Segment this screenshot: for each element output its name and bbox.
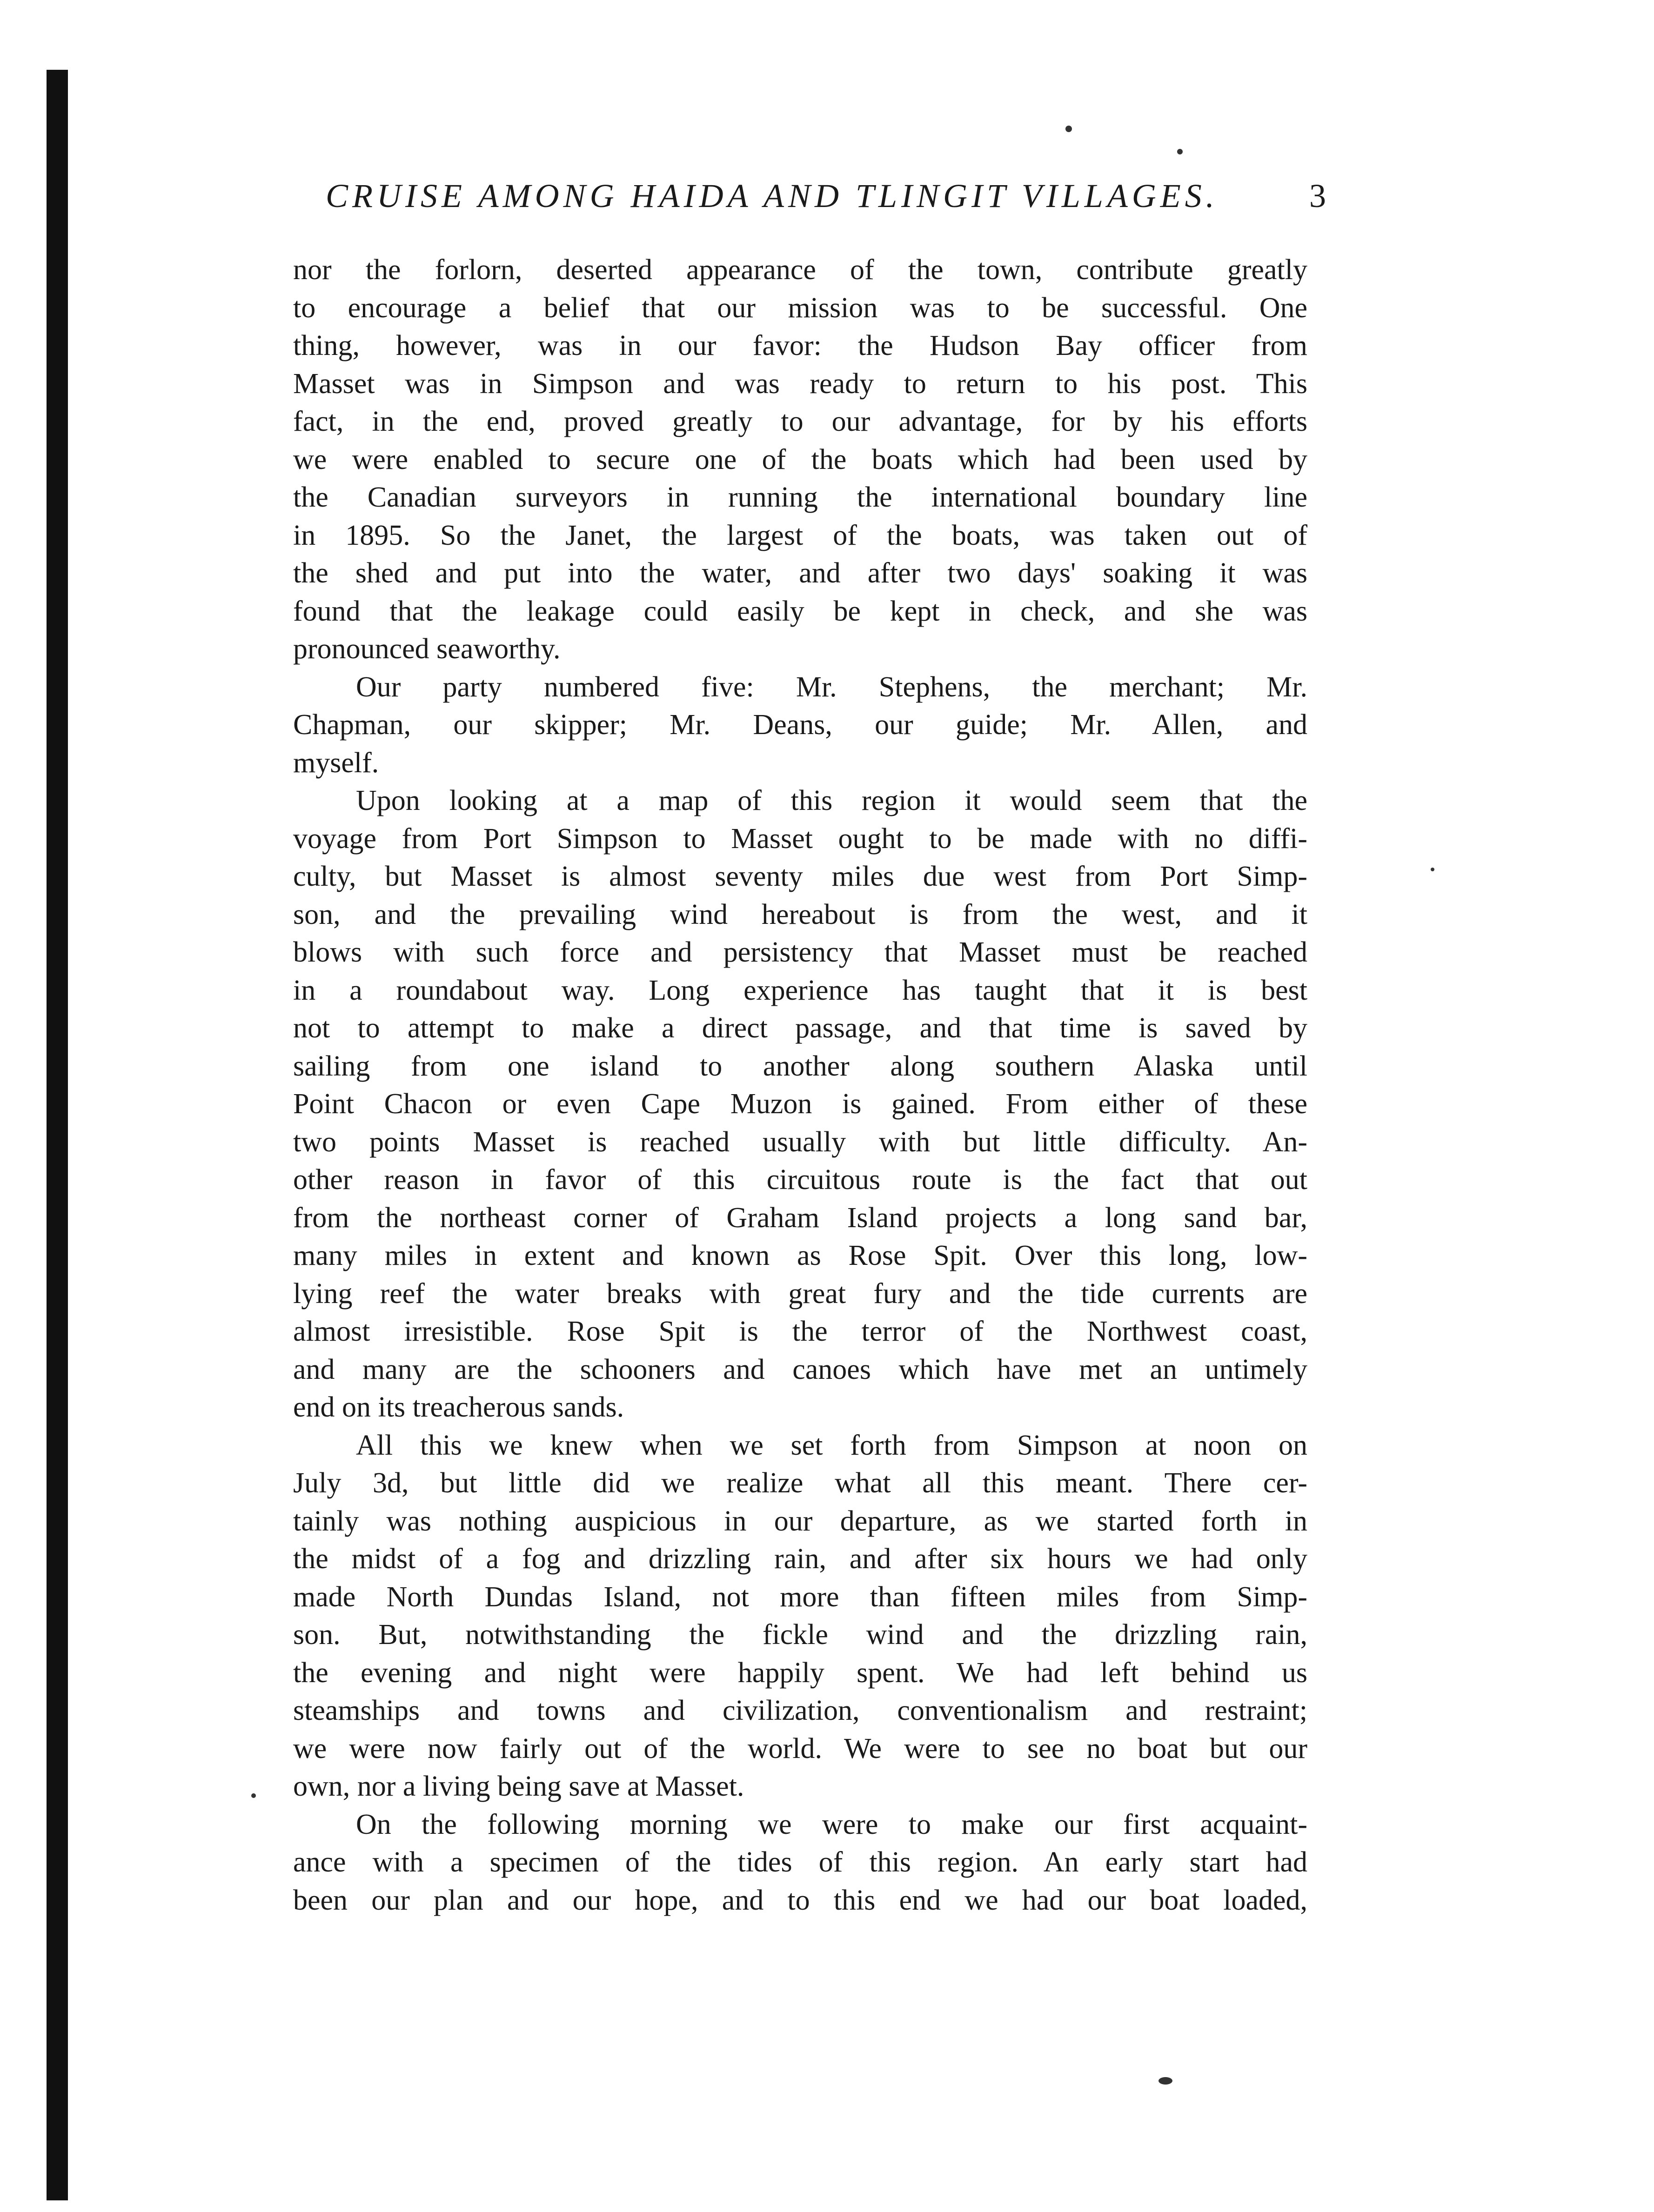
scan-speck [1431, 868, 1434, 871]
paragraph-start: Our party numbered five: Mr. Stephens, the merchant; Mr. [356, 671, 1307, 703]
text-line: been our plan and our hope, and to this end we had our boat loaded, [293, 1884, 1307, 1916]
scan-speck [1065, 126, 1072, 132]
text-line: found that the leakage could easily be kept in check, and she was [293, 595, 1307, 627]
text-line: the midst of a fog and drizzling rain, and after six hours we had only [293, 1543, 1307, 1575]
scan-speck [1158, 2077, 1172, 2085]
text-line: July 3d, but little did we realize what all this meant. There cer- [293, 1467, 1307, 1499]
text-line: culty, but Masset is almost seventy miles due west from Port Simp- [293, 861, 1307, 892]
scan-speck [251, 1793, 256, 1798]
text-line: pronounced seaworthy. [293, 633, 561, 665]
page-header [326, 177, 1326, 228]
text-line: to encourage a belief that our mission was to be successful. One [293, 292, 1307, 324]
text-line: the shed and put into the water, and after two days' soaking it was [293, 557, 1307, 589]
text-line: Chapman, our skipper; Mr. Deans, our guide; Mr. Allen, and [293, 709, 1307, 741]
text-line: the Canadian surveyors in running the international boundary line [293, 481, 1307, 513]
text-line: the evening and night were happily spent. We had left behind us [293, 1657, 1307, 1689]
text-line: ance with a specimen of the tides of this region. An early start had [293, 1846, 1307, 1878]
page-number: 3 [1309, 177, 1326, 214]
text-line: two points Masset is reached usually with but little difficulty. An- [293, 1126, 1307, 1158]
text-line: myself. [293, 747, 379, 779]
text-line: lying reef the water breaks with great fury and the tide currents are [293, 1277, 1307, 1310]
text-line: end on its treacherous sands. [293, 1391, 624, 1423]
text-line: blows with such force and persistency that Masset must be reached [293, 936, 1307, 968]
text-line: sailing from one island to another along southern Alaska until [293, 1050, 1307, 1082]
text-line: made North Dundas Island, not more than fifteen miles from Simp- [293, 1581, 1307, 1613]
text-line: from the northeast corner of Graham Island projects a long sand bar, [293, 1202, 1307, 1234]
text-line: and many are the schooners and canoes which have met an untimely [293, 1353, 1307, 1385]
text-line: almost irresistible. Rose Spit is the terror of the Northwest coast, [293, 1316, 1307, 1347]
paragraph-start: On the following morning we were to make our first acquaint- [356, 1808, 1307, 1840]
running-title: CRUISE AMONG HAIDA AND TLINGIT VILLAGES. [326, 177, 1219, 214]
text-line: we were enabled to secure one of the boats which had been used by [293, 443, 1307, 475]
text-line: other reason in favor of this circuitous route is the fact that out [293, 1164, 1307, 1196]
text-line: voyage from Port Simpson to Masset ought to be made with no diffi- [293, 822, 1307, 855]
text-line: Point Chacon or even Cape Muzon is gained. From either of these [293, 1088, 1307, 1120]
paragraph-start: Upon looking at a map of this region it would seem that the [356, 785, 1307, 816]
text-line: son, and the prevailing wind hereabout is from the west, and it [293, 898, 1307, 930]
paragraph-start: All this we knew when we set forth from Simpson at noon on [356, 1429, 1307, 1461]
text-line: fact, in the end, proved greatly to our advantage, for by his efforts [293, 406, 1307, 437]
text-line: in 1895. So the Janet, the largest of the boats, was taken out of [293, 519, 1307, 551]
scan-speck [1177, 149, 1183, 154]
text-line: nor the forlorn, deserted appearance of the town, contribute greatly [293, 254, 1307, 286]
text-line: in a roundabout way. Long experience has taught that it is best [293, 974, 1307, 1006]
text-line: thing, however, was in our favor: the Hudson Bay officer from [293, 330, 1307, 361]
text-line: we were now fairly out of the world. We were to see no boat but our [293, 1732, 1307, 1764]
text-line: steamships and towns and civilization, conventionalism and restraint; [293, 1695, 1307, 1726]
text-line: not to attempt to make a direct passage, and that time is saved by [293, 1012, 1307, 1044]
binding-edge [47, 70, 68, 2200]
text-line: many miles in extent and known as Rose Spit. Over this long, low- [293, 1240, 1307, 1271]
text-line: own, nor a living being save at Masset. [293, 1771, 744, 1802]
body-text [293, 251, 1307, 1919]
text-line: tainly was nothing auspicious in our departure, as we started forth in [293, 1505, 1307, 1537]
text-line: Masset was in Simpson and was ready to return to his post. This [293, 368, 1307, 400]
text-line: son. But, notwithstanding the fickle wind and the drizzling rain, [293, 1619, 1307, 1651]
